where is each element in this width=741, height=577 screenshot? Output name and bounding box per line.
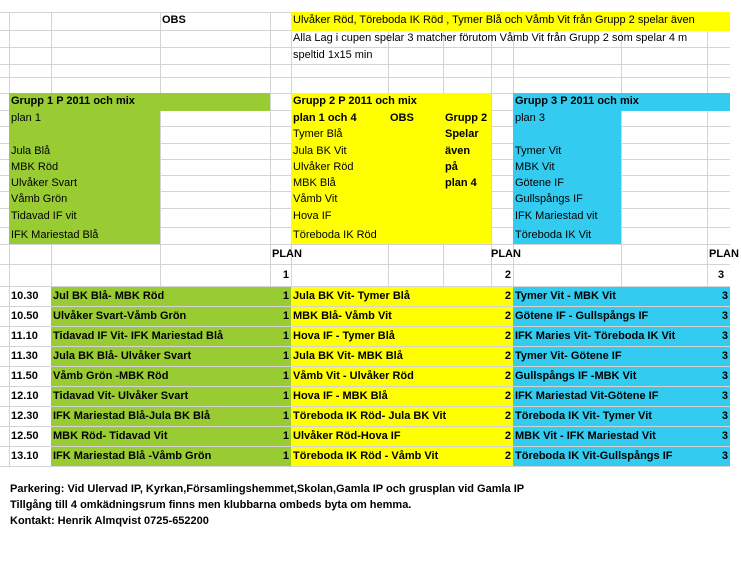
group3-team[interactable]: IFK Mariestad vit — [515, 210, 598, 222]
plan3-number[interactable]: 3 — [718, 269, 725, 281]
notice-line-3[interactable]: speltid 1x15 min — [293, 49, 373, 61]
match-p3[interactable]: Töreboda IK Vit- Tymer Vit — [515, 410, 652, 422]
plan-number[interactable]: 2 — [504, 350, 511, 362]
plan-number[interactable]: 2 — [504, 410, 511, 422]
footer-contact[interactable]: Kontakt: Henrik Almqvist 0725-652200 — [10, 515, 209, 527]
match-p2[interactable]: Jula BK Vit- Tymer Blå — [293, 290, 410, 302]
plan-number[interactable]: 3 — [721, 450, 728, 462]
group3-team[interactable]: Gullspångs IF — [515, 193, 583, 205]
match-p3[interactable]: Götene IF - Gullspångs IF — [515, 310, 649, 322]
match-time[interactable]: 12.30 — [11, 410, 39, 422]
group2-plan[interactable]: plan 1 och 4 — [293, 112, 357, 124]
plan-number[interactable]: 2 — [504, 390, 511, 402]
plan-number[interactable]: 2 — [504, 330, 511, 342]
group1-team[interactable]: MBK Röd — [11, 161, 59, 173]
group2-team[interactable]: Jula BK Vit — [293, 145, 347, 157]
match-p2[interactable]: MBK Blå- Våmb Vit — [293, 310, 392, 322]
notice-line-2[interactable]: Alla Lag i cupen spelar 3 matcher förutom Våmb Vit från Grupp 2 som spelar 4 m — [293, 32, 688, 44]
plan1-label[interactable]: PLAN — [272, 248, 302, 260]
obs-label[interactable]: OBS — [162, 14, 186, 26]
match-p1[interactable]: IFK Mariestad Blå -Våmb Grön — [53, 450, 212, 462]
match-p3[interactable]: Tymer Vit - MBK Vit — [515, 290, 616, 302]
match-p1[interactable]: Tidavad Vit- Ulvåker Svart — [53, 390, 189, 402]
match-time[interactable]: 13.10 — [11, 450, 39, 462]
match-p3[interactable]: Töreboda IK Vit-Gullspångs IF — [515, 450, 673, 462]
group1-team[interactable]: Ulvåker Svart — [11, 177, 78, 189]
plan-number[interactable]: 2 — [504, 370, 511, 382]
notice-line-1[interactable]: Ulvåker Röd, Töreboda IK Röd , Tymer Blå och Våmb Vit från Grupp 2 spelar även — [291, 12, 730, 31]
match-p1[interactable]: Tidavad IF Vit- IFK Mariestad Blå — [53, 330, 224, 342]
group1-team[interactable]: Jula Blå — [11, 145, 51, 157]
group3-title[interactable]: Grupp 3 P 2011 och mix — [515, 95, 639, 107]
plan-number[interactable]: 1 — [282, 330, 289, 342]
match-time[interactable]: 10.50 — [11, 310, 39, 322]
plan-number[interactable]: 1 — [282, 410, 289, 422]
group2-obs[interactable]: OBS — [390, 112, 414, 124]
group1-team[interactable]: Våmb Grön — [11, 193, 68, 205]
match-p3[interactable]: MBK Vit - IFK Mariestad Vit — [515, 430, 656, 442]
plan-number[interactable]: 3 — [721, 350, 728, 362]
match-p1[interactable]: Våmb Grön -MBK Röd — [53, 370, 169, 382]
plan-number[interactable]: 1 — [282, 310, 289, 322]
plan-number[interactable]: 1 — [282, 370, 289, 382]
match-time[interactable]: 11.50 — [11, 370, 38, 382]
match-p1[interactable]: IFK Mariestad Blå-Jula BK Blå — [53, 410, 211, 422]
plan-number[interactable]: 1 — [282, 390, 289, 402]
match-p2[interactable]: Hova IF - MBK Blå — [293, 390, 388, 402]
plan-number[interactable]: 2 — [504, 450, 511, 462]
match-p2[interactable]: Ulvåker Röd-Hova IF — [293, 430, 401, 442]
match-p1[interactable]: MBK Röd- Tidavad Vit — [53, 430, 168, 442]
match-p3[interactable]: Gullspångs IF -MBK Vit — [515, 370, 637, 382]
group1-team[interactable]: IFK Mariestad Blå — [11, 229, 99, 241]
match-p1[interactable]: Ulvåker Svart-Våmb Grön — [53, 310, 187, 322]
match-time[interactable]: 11.10 — [11, 330, 38, 342]
plan-number[interactable]: 1 — [282, 450, 289, 462]
group3-team[interactable]: Tymer Vit — [515, 145, 562, 157]
plan-number[interactable]: 2 — [504, 430, 511, 442]
match-p3[interactable]: Tymer Vit- Götene IF — [515, 350, 622, 362]
match-p2[interactable]: Töreboda IK Röd - Våmb Vit — [293, 450, 439, 462]
plan-number[interactable]: 3 — [721, 290, 728, 302]
group2-team[interactable]: Tymer Blå — [293, 128, 343, 140]
plan3-label[interactable]: PLAN — [709, 248, 739, 260]
group1-title[interactable]: Grupp 1 P 2011 och mix — [11, 95, 135, 107]
plan-number[interactable]: 3 — [721, 430, 728, 442]
plan-number[interactable]: 1 — [282, 350, 289, 362]
match-time[interactable]: 12.10 — [11, 390, 39, 402]
match-time[interactable]: 12.50 — [11, 430, 39, 442]
plan-number[interactable]: 3 — [721, 410, 728, 422]
plan-number[interactable]: 3 — [721, 330, 728, 342]
match-p3[interactable]: IFK Mariestad Vit-Götene IF — [515, 390, 659, 402]
match-p1[interactable]: Jula BK Blå- Ulvåker Svart — [53, 350, 192, 362]
group2-title[interactable]: Grupp 2 P 2011 och mix — [293, 95, 417, 107]
group2-team[interactable]: Hova IF — [293, 210, 332, 222]
group2-note[interactable]: Grupp 2 — [445, 112, 488, 124]
match-p2[interactable]: Våmb Vit - Ulvåker Röd — [293, 370, 414, 382]
plan-number[interactable]: 3 — [721, 310, 728, 322]
match-time[interactable]: 11.30 — [11, 350, 38, 362]
group2-team[interactable]: Ulvåker Röd — [293, 161, 354, 173]
plan1-number[interactable]: 1 — [282, 269, 289, 281]
group3-plan[interactable]: plan 3 — [515, 112, 545, 124]
match-p2[interactable]: Jula BK Vit- MBK Blå — [293, 350, 403, 362]
group2-note[interactable]: plan 4 — [445, 177, 477, 189]
plan2-number[interactable]: 2 — [504, 269, 511, 281]
group2-note[interactable]: Spelar — [445, 128, 479, 140]
match-p1[interactable]: Jul BK Blå- MBK Röd — [53, 290, 165, 302]
plan-number[interactable]: 1 — [282, 290, 289, 302]
plan-number[interactable]: 1 — [282, 430, 289, 442]
group3-team[interactable]: MBK Vit — [515, 161, 555, 173]
match-p2[interactable]: Töreboda IK Röd- Jula BK Vit — [293, 410, 447, 422]
group1-plan[interactable]: plan 1 — [11, 112, 41, 124]
group3-team[interactable]: Töreboda IK Vit — [515, 229, 592, 241]
match-p2[interactable]: Hova IF - Tymer Blå — [293, 330, 395, 342]
group2-note[interactable]: på — [445, 161, 458, 173]
group2-team[interactable]: Töreboda IK Röd — [293, 229, 377, 241]
plan-number[interactable]: 2 — [504, 310, 511, 322]
group2-team[interactable]: Våmb Vit — [293, 193, 338, 205]
plan-number[interactable]: 3 — [721, 370, 728, 382]
footer-parking[interactable]: Parkering: Vid Ulervad IP, Kyrkan,Församlingshemmet,Skolan,Gamla IP och grusplan vid Gamla IP — [10, 483, 525, 495]
group3-team[interactable]: Götene IF — [515, 177, 564, 189]
group1-team[interactable]: Tidavad IF vit — [11, 210, 77, 222]
plan-number[interactable]: 3 — [721, 390, 728, 402]
plan-number[interactable]: 2 — [504, 290, 511, 302]
group2-team[interactable]: MBK Blå — [293, 177, 336, 189]
match-time[interactable]: 10.30 — [11, 290, 39, 302]
match-p3[interactable]: IFK Maries Vit- Töreboda IK Vit — [515, 330, 676, 342]
plan2-label[interactable]: PLAN — [491, 248, 521, 260]
group2-note[interactable]: även — [445, 145, 471, 157]
footer-dressing-rooms[interactable]: Tillgång till 4 omkädningsrum finns men klubbarna ombeds byta om hemma. — [10, 499, 412, 511]
